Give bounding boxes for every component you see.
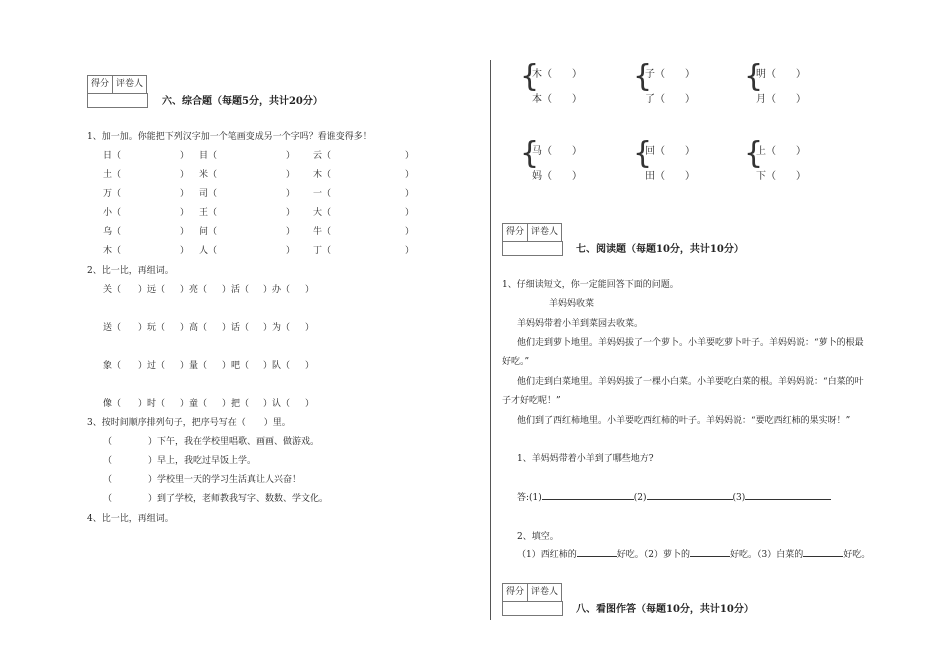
fill-p3: 好吃。（3）白菜的 (729, 550, 804, 560)
answer-line (517, 490, 831, 503)
q3-prompt: 3、按时间顺序排列句子，把序号写在（ ）里。 (87, 418, 291, 428)
q1-blank-close: ） (286, 151, 296, 161)
q1-blank-close: ） (286, 246, 296, 256)
q1-char-cell: 一（ (313, 189, 332, 199)
q3-item: （ ）早上，我吃过早饭上学。 (103, 456, 257, 466)
q1-blank-close: ） (286, 208, 296, 218)
brace-top-word: 木（ ） (532, 69, 582, 80)
q2-word-cell: ） (305, 361, 315, 371)
q2-word-cell: ）远（ (138, 285, 166, 295)
q2-word-cell: ）把（ (222, 399, 250, 409)
brace-icon: { (744, 136, 764, 171)
brace-bottom-word: 了（ ） (645, 94, 695, 105)
q1-blank-close: ） (180, 189, 190, 199)
score-box-sec6 (87, 75, 147, 94)
q1-blank-close: ） (180, 246, 190, 256)
answer-3-label: (3) (732, 493, 746, 503)
q1-char-cell: 问（ (199, 227, 218, 237)
fill-line (517, 547, 870, 560)
q2-word-cell: ） (305, 323, 315, 333)
brace-top-word: 子（ ） (645, 69, 695, 80)
brace-bottom-word: 妈（ ） (532, 171, 582, 182)
brace-icon: { (633, 59, 653, 94)
score-box-sec7 (502, 223, 562, 242)
q2-word-cell: ）童（ (180, 399, 208, 409)
reading-q2: 2、填空。 (517, 532, 559, 542)
q2-word-cell: ）吧（ (222, 361, 250, 371)
reviewer-label: 评卷人 (531, 227, 559, 237)
q2-word-cell: ）认（ (263, 399, 291, 409)
q2-word-cell: 送（ (103, 323, 122, 333)
score-label: 得分 (503, 224, 528, 241)
q1-blank-close: ） (405, 170, 415, 180)
q1-char-cell: 王（ (199, 208, 218, 218)
q1-blank-close: ） (180, 170, 190, 180)
fill-blank-1[interactable] (577, 547, 617, 557)
q1-char-cell: 土（ (103, 170, 122, 180)
q1-char-cell: 万（ (103, 189, 122, 199)
q1-char-cell: 小（ (103, 208, 122, 218)
q1-blank-close: ） (286, 227, 296, 237)
score-box-sec8 (502, 583, 562, 602)
story-title: 羊妈妈收菜 (549, 299, 595, 309)
brace-top-word: 马（ ） (532, 146, 582, 157)
q1-blank-close: ） (286, 170, 296, 180)
column-divider (490, 60, 491, 620)
story-line: 子才好吃呢！” (502, 396, 561, 406)
brace-bottom-word: 月（ ） (756, 94, 806, 105)
q1-blank-close: ） (405, 151, 415, 161)
reading-q1: 1、羊妈妈带着小羊到了哪些地方? (517, 454, 654, 464)
q1-blank-close: ） (405, 208, 415, 218)
q2-word-cell: ） (305, 399, 315, 409)
brace-bottom-word: 本（ ） (532, 94, 582, 105)
story-line: 他们走到白菜地里。羊妈妈拔了一棵小白菜。小羊要吃白菜的根。羊妈妈说：“白菜的叶 (517, 377, 864, 387)
reviewer-label: 评卷人 (116, 79, 144, 89)
section-8-title: 八、看图作答（每题10分，共计10分） (576, 604, 754, 615)
brace-icon: { (633, 136, 653, 171)
q1-blank-close: ） (180, 227, 190, 237)
brace-top-word: 上（ ） (756, 146, 806, 157)
story-line: 羊妈妈带着小羊到菜园去收菜。 (517, 319, 644, 329)
q2-word-cell: 关（ (103, 285, 122, 295)
q2-word-cell: 象（ (103, 361, 122, 371)
q3-item: （ ）到了学校，老师教我写字、数数、学文化。 (103, 494, 329, 504)
q2-word-cell: 像（ (103, 399, 122, 409)
fill-p1: （1）西红柿的 (517, 550, 577, 560)
q4-prompt: 4、比一比，再组词。 (87, 514, 174, 524)
brace-bottom-word: 下（ ） (756, 171, 806, 182)
q2-word-cell: ）时（ (138, 399, 166, 409)
story-line: 好吃。” (502, 357, 530, 367)
q2-word-cell: ）亮（ (180, 285, 208, 295)
q1-char-cell: 司（ (199, 189, 218, 199)
q1-prompt: 1、加一加。你能把下列汉字加一个笔画变成另一个字吗？看谁变得多！ (87, 132, 372, 142)
fill-p2: 好吃。（2）萝卜的 (616, 550, 690, 560)
q1-char-cell: 日（ (103, 151, 122, 161)
q1-char-cell: 人（ (199, 246, 218, 256)
brace-icon: { (520, 59, 540, 94)
q1-char-cell: 米（ (199, 170, 218, 180)
q1-blank-close: ） (405, 246, 415, 256)
answer-label: 答:(1) (517, 493, 542, 503)
q2-word-cell: ）活（ (222, 285, 250, 295)
q3-item: （ ）学校里一天的学习生活真让人兴奋！ (103, 475, 302, 485)
q1-char-cell: 丁（ (313, 246, 332, 256)
q3-item: （ ）下午，我在学校里唱歌、画画、做游戏。 (103, 437, 320, 447)
q1-blank-close: ） (405, 227, 415, 237)
brace-icon: { (744, 59, 764, 94)
q2-word-cell: ）办（ (263, 285, 291, 295)
fill-blank-2[interactable] (690, 547, 730, 557)
brace-top-word: 明（ ） (756, 69, 806, 80)
q2-word-cell: ）量（ (180, 361, 208, 371)
answer-2-label: (2) (633, 493, 647, 503)
q2-word-cell: ）队（ (263, 361, 291, 371)
q2-word-cell: ）话（ (222, 323, 250, 333)
q1-char-cell: 牛（ (313, 227, 332, 237)
q1-char-cell: 木（ (103, 246, 122, 256)
q1-char-cell: 乌（ (103, 227, 122, 237)
q2-word-cell: ）高（ (180, 323, 208, 333)
fill-blank-3[interactable] (803, 547, 843, 557)
section-7-title: 七、阅读题（每题10分，共计10分） (576, 244, 744, 255)
fill-p4: 好吃。 (843, 550, 871, 560)
reviewer-label: 评卷人 (531, 587, 559, 597)
section-6-title: 六、综合题（每题5分，共计20分） (162, 96, 323, 107)
q1-char-cell: 目（ (199, 151, 218, 161)
q2-word-cell: ） (305, 285, 315, 295)
q1-char-cell: 云（ (313, 151, 332, 161)
score-label: 得分 (503, 584, 528, 601)
q1-char-cell: 木（ (313, 170, 332, 180)
brace-bottom-word: 田（ ） (645, 171, 695, 182)
brace-icon: { (520, 136, 540, 171)
answer-blank-1[interactable] (542, 490, 634, 500)
q1-blank-close: ） (286, 189, 296, 199)
story-line: 他们走到萝卜地里。羊妈妈拔了一个萝卜。小羊要吃萝卜叶子。羊妈妈说：“萝卜的根最 (517, 338, 864, 348)
answer-blank-2[interactable] (647, 490, 733, 500)
q2-word-cell: ）为（ (263, 323, 291, 333)
q2-word-cell: ）过（ (138, 361, 166, 371)
reading-intro: 1、仔细读短文，你一定能回答下面的问题。 (502, 280, 679, 290)
answer-blank-3[interactable] (745, 490, 831, 500)
q1-blank-close: ） (180, 151, 190, 161)
q2-word-cell: ）玩（ (138, 323, 166, 333)
q1-blank-close: ） (405, 189, 415, 199)
q1-char-cell: 大（ (313, 208, 332, 218)
q2-prompt: 2、比一比，再组词。 (87, 266, 174, 276)
score-label: 得分 (88, 76, 113, 93)
brace-top-word: 回（ ） (645, 146, 695, 157)
q1-blank-close: ） (180, 208, 190, 218)
story-line: 他们到了西红柿地里。小羊要吃西红柿的叶子。羊妈妈说：“要吃西红柿的果实呀！” (517, 416, 851, 426)
